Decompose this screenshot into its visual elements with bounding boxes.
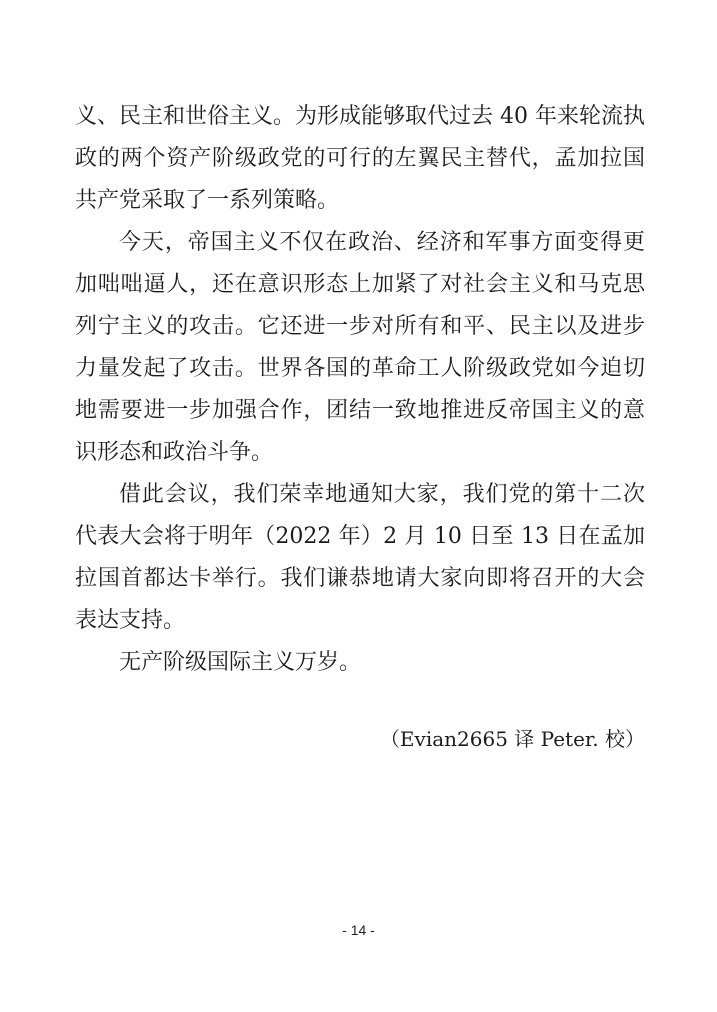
page-number: - 14 -: [342, 922, 375, 938]
document-body-text: [75, 96, 645, 760]
paragraph: 无产阶级国际主义万岁。: [119, 650, 362, 675]
paragraph-continuation: 义、民主和世俗主义。为形成能够取代过去 40 年来轮流执政的两个资产阶级政党的可行的左翼民主替代，孟加拉国共产党采取了一系列策略。: [75, 104, 645, 213]
translator-credit: （Evian2665 译 Peter. 校）: [379, 727, 645, 751]
paragraph: 借此会议，我们荣幸地通知大家，我们党的第十二次代表大会将于明年（2022 年）2 月 10 日至 13 日在孟加拉国首都达卡举行。我们谦恭地请大家向即将召开的大会表达支持。: [75, 482, 645, 633]
paragraph: 今天，帝国主义不仅在政治、经济和军事方面变得更加咄咄逼人，还在意识形态上加紧了对社会主义和马克思列宁主义的攻击。它还进一步对所有和平、民主以及进步力量发起了攻击。世界各国的革命工人阶级政党如今迫切地需要进一步加强合作，团结一致地推进反帝国主义的意识形态和政治斗争。: [75, 230, 645, 465]
